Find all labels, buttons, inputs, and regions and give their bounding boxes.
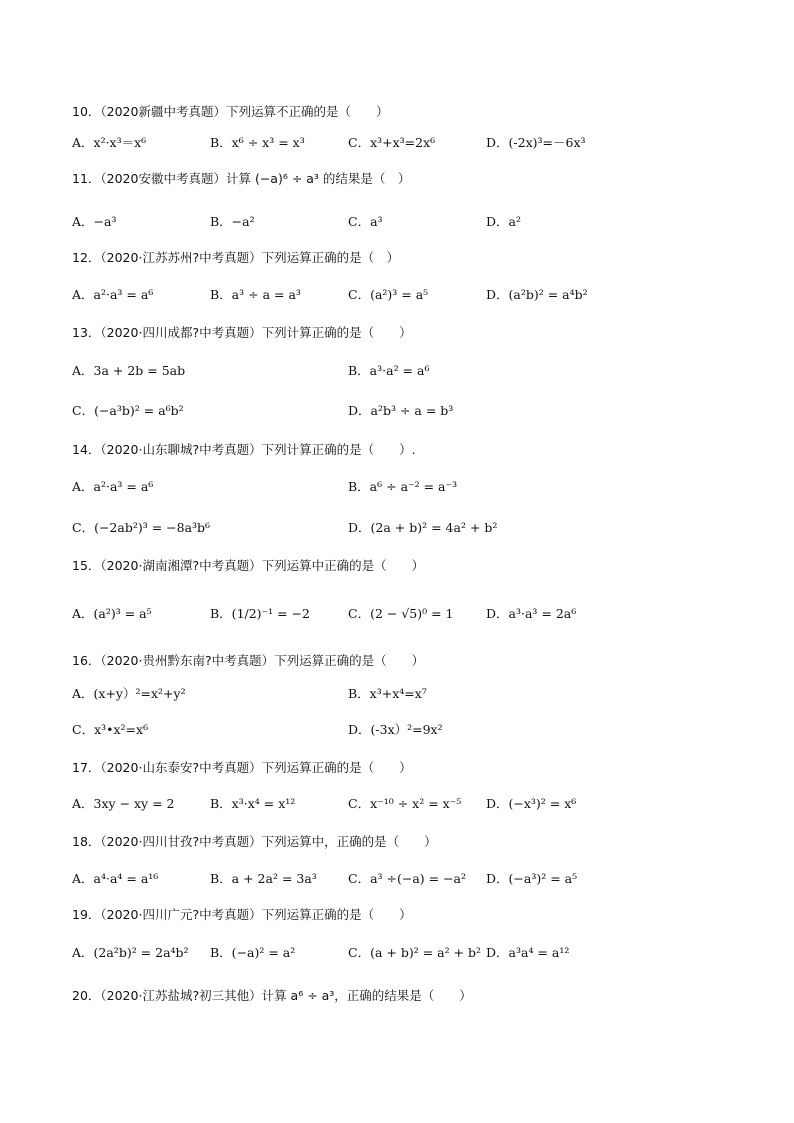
- q12-option-a: A．a²·a³ = a⁶: [72, 287, 154, 302]
- q11-option-d: D．a²: [486, 214, 521, 229]
- q15-option-c: C．(2 − √5)⁰ = 1: [348, 606, 454, 621]
- question-17-stem: 17．（2020·山东泰安?中考真题）下列运算正确的是（ ）: [72, 760, 412, 775]
- q13-option-c: C．(−a³b)² = a⁶b²: [72, 403, 184, 418]
- q18-option-b: B．a + 2a² = 3a³: [210, 871, 317, 886]
- question-18-stem: 18．（2020·四川甘孜?中考真题）下列运算中，正确的是（ ）: [72, 834, 437, 849]
- q15-option-d: D．a³·a³ = 2a⁶: [486, 606, 577, 621]
- q10-option-a: A．x²·x³＝x⁶: [72, 135, 147, 150]
- q18-option-d: D．(−a³)² = a⁵: [486, 871, 578, 886]
- question-14-stem: 14．（2020·山东聊城?中考真题）下列计算正确的是（ ）.: [72, 442, 416, 457]
- q17-option-d: D．(−x³)² = x⁶: [486, 796, 577, 811]
- question-13-stem: 13．（2020·四川成都?中考真题）下列计算正确的是（ ）: [72, 325, 412, 340]
- q17-option-a: A．3xy − xy = 2: [72, 796, 175, 811]
- q19-option-c: C．(a + b)² = a² + b²: [348, 945, 482, 960]
- q19-option-a: A．(2a²b)² = 2a⁴b²: [72, 945, 189, 960]
- q17-option-b: B．x³·x⁴ = x¹²: [210, 796, 296, 811]
- q11-option-a: A．−a³: [72, 214, 117, 229]
- q14-option-b: B．a⁶ ÷ a⁻² = a⁻³: [348, 479, 458, 494]
- q16-option-a: A．(x+y）²=x²+y²: [72, 686, 186, 701]
- q11-option-c: C．a³: [348, 214, 383, 229]
- q12-option-d: D．(a²b)² = a⁴b²: [486, 287, 588, 302]
- q12-option-b: B．a³ ÷ a = a³: [210, 287, 301, 302]
- q10-option-c: C．x³+x³=2x⁶: [348, 135, 436, 150]
- q11-option-b: B．−a²: [210, 214, 255, 229]
- question-11-stem: 11．（2020安徽中考真题）计算 (−a)⁶ ÷ a³ 的结果是（ ）: [72, 171, 411, 186]
- q18-option-a: A．a⁴·a⁴ = a¹⁶: [72, 871, 159, 886]
- question-12-stem: 12．（2020·江苏苏州?中考真题）下列运算正确的是（ ）: [72, 250, 400, 265]
- q14-option-a: A．a²·a³ = a⁶: [72, 479, 154, 494]
- q14-option-c: C．(−2ab²)³ = −8a³b⁶: [72, 520, 211, 535]
- q15-option-b: B．(1/2)⁻¹ = −2: [210, 606, 311, 621]
- q14-option-d: D．(2a + b)² = 4a² + b²: [348, 520, 498, 535]
- q16-option-c: C．x³•x²=x⁶: [72, 722, 149, 737]
- q13-option-d: D．a²b³ ÷ a = b³: [348, 403, 454, 418]
- question-10-stem: 10．（2020新疆中考真题）下列运算不正确的是（ ）: [72, 104, 389, 119]
- question-19-stem: 19．（2020·四川广元?中考真题）下列运算正确的是（ ）: [72, 907, 412, 922]
- question-20-stem: 20．（2020·江苏盐城?初三其他）计算 a⁶ ÷ a³，正确的结果是（ ）: [72, 988, 472, 1003]
- q17-option-c: C．x⁻¹⁰ ÷ x² = x⁻⁵: [348, 796, 462, 811]
- q18-option-c: C．a³ ÷(−a) = −a²: [348, 871, 467, 886]
- q10-option-d: D．(-2x)³=－6x³: [486, 135, 586, 150]
- q19-option-d: D．a³a⁴ = a¹²: [486, 945, 570, 960]
- q16-option-d: D．(-3x）²=9x²: [348, 722, 443, 737]
- q13-option-b: B．a³·a² = a⁶: [348, 363, 430, 378]
- q12-option-c: C．(a²)³ = a⁵: [348, 287, 429, 302]
- q10-option-b: B．x⁶ ÷ x³ = x³: [210, 135, 305, 150]
- q19-option-b: B．(−a)² = a²: [210, 945, 296, 960]
- q15-option-a: A．(a²)³ = a⁵: [72, 606, 152, 621]
- q13-option-a: A．3a + 2b = 5ab: [72, 363, 186, 378]
- question-15-stem: 15．（2020·湖南湘潭?中考真题）下列运算中正确的是（ ）: [72, 558, 425, 573]
- question-16-stem: 16．（2020·贵州黔东南?中考真题）下列运算正确的是（ ）: [72, 653, 425, 668]
- q16-option-b: B．x³+x⁴=x⁷: [348, 686, 427, 701]
